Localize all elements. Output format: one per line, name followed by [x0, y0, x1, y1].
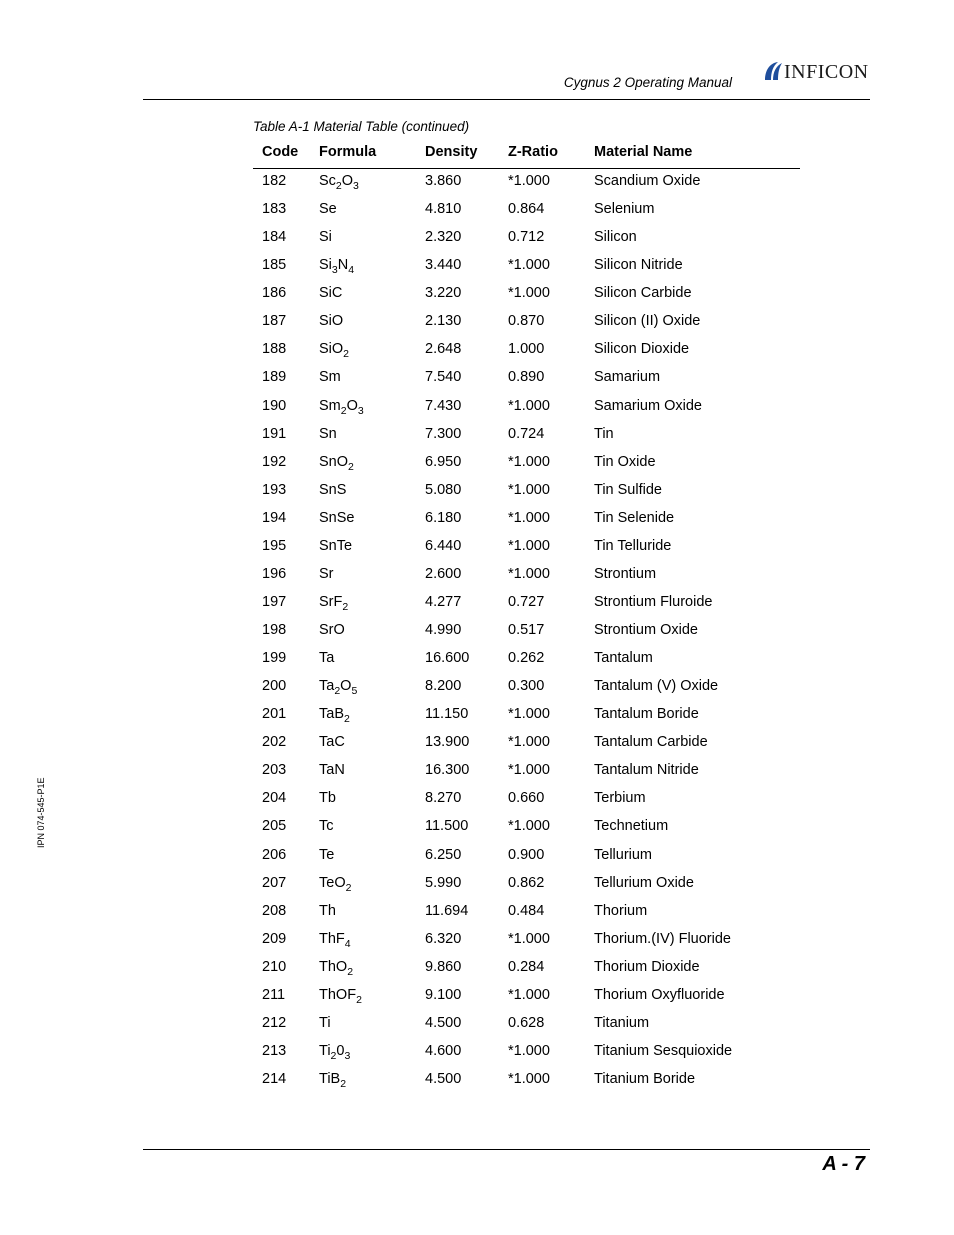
formula-part: Th [319, 902, 336, 919]
cell-code: 198 [262, 622, 287, 638]
cell-z-ratio: *1.000 [508, 481, 550, 498]
cell-code: 203 [262, 762, 287, 779]
table-row [253, 787, 800, 815]
cell-code: 182 [262, 173, 287, 189]
cell-z-ratio: *1.000 [508, 285, 550, 302]
cell-density: 5.990 [425, 874, 462, 891]
cell-z-ratio: *1.000 [508, 173, 550, 189]
cell-code: 214 [262, 1071, 287, 1087]
material-table-body [253, 170, 800, 1096]
cell-code: 191 [262, 425, 287, 442]
cell-density: 2.130 [425, 313, 462, 330]
cell-z-ratio: *1.000 [508, 509, 550, 526]
cell-code: 209 [262, 930, 287, 947]
cell-formula [319, 818, 334, 834]
cell-code: 206 [262, 846, 287, 863]
cell-material-name: Selenium [594, 201, 655, 218]
cell-z-ratio: 0.300 [508, 678, 545, 695]
cell-material-name: Silicon (II) Oxide [594, 313, 701, 330]
manual-title: Cygnus 2 Operating Manual [563, 75, 732, 90]
cell-formula [319, 173, 359, 192]
cell-material-name: Scandium Oxide [594, 173, 701, 189]
cell-code: 196 [262, 565, 287, 582]
formula-part: ThO [319, 958, 348, 975]
cell-z-ratio: 0.628 [508, 1014, 545, 1031]
footer-rule [143, 1149, 870, 1150]
cell-formula [319, 285, 342, 301]
formula-part: O [340, 678, 352, 695]
cell-code: 211 [262, 986, 286, 1003]
formula-part: Si [319, 257, 332, 274]
cell-code: 202 [262, 734, 287, 751]
cell-formula [319, 847, 334, 863]
cell-code: 213 [262, 1042, 287, 1059]
cell-code: 185 [262, 257, 287, 274]
cell-z-ratio: *1.000 [508, 762, 550, 779]
cell-z-ratio: 0.484 [508, 902, 545, 919]
cell-density: 8.200 [425, 678, 462, 695]
cell-formula [319, 874, 352, 894]
cell-density: 11.150 [425, 706, 469, 723]
cell-z-ratio: 0.864 [508, 201, 545, 218]
formula-part: 0 [336, 1042, 345, 1059]
formula-part: ThOF [319, 986, 357, 1003]
cell-density: 9.100 [425, 986, 462, 1003]
cell-z-ratio: 0.712 [508, 229, 545, 246]
cell-material-name: Thorium Dioxide [594, 958, 700, 975]
cell-density: 16.600 [425, 650, 470, 667]
formula-part: TeO [319, 874, 346, 891]
table-row [253, 844, 800, 872]
cell-code: 205 [262, 818, 287, 835]
cell-material-name: Silicon Nitride [594, 257, 683, 274]
cell-formula [319, 1042, 351, 1062]
cell-z-ratio: *1.000 [508, 537, 550, 554]
cell-code: 199 [262, 650, 287, 667]
formula-part: TaN [319, 762, 345, 779]
cell-density: 3.440 [425, 257, 462, 274]
cell-z-ratio: *1.000 [508, 1042, 550, 1059]
column-header-z-ratio: Z-Ratio [508, 144, 558, 160]
formula-part: SnTe [319, 537, 353, 554]
cell-code: 192 [262, 453, 287, 470]
cell-formula [319, 257, 355, 277]
cell-material-name: Tellurium [594, 846, 653, 863]
formula-subscript: 3 [357, 404, 364, 417]
formula-part: Ti [319, 1014, 331, 1031]
cell-formula [319, 622, 345, 638]
cell-z-ratio: 0.262 [508, 650, 545, 667]
column-header-density: Density [425, 144, 478, 160]
cell-formula [319, 538, 352, 554]
cell-z-ratio: *1.000 [508, 397, 550, 414]
formula-part: SiO [319, 341, 344, 358]
cell-density: 4.810 [425, 201, 462, 218]
cell-formula [319, 341, 350, 361]
table-row [253, 535, 800, 563]
formula-part: TaC [319, 734, 345, 751]
cell-code: 195 [262, 537, 287, 554]
cell-material-name: Tantalum (V) Oxide [594, 678, 719, 695]
cell-z-ratio: 0.890 [508, 369, 545, 386]
formula-part: TiB [319, 1071, 341, 1087]
formula-part: Sc [319, 173, 336, 189]
cell-material-name: Tin [594, 425, 614, 442]
cell-code: 200 [262, 678, 287, 695]
cell-code: 204 [262, 790, 287, 807]
formula-part: ThF [319, 930, 345, 947]
cell-code: 212 [262, 1014, 287, 1031]
table-row [253, 563, 800, 591]
cell-formula [319, 986, 362, 1006]
formula-subscript: 2 [342, 600, 349, 613]
cell-formula [319, 426, 337, 442]
formula-subscript: 2 [330, 1049, 337, 1062]
cell-z-ratio: 1.000 [508, 341, 545, 358]
formula-subscript: 2 [348, 460, 354, 473]
cell-code: 210 [262, 958, 287, 975]
cell-z-ratio: 0.870 [508, 313, 545, 330]
formula-subscript: 2 [340, 1078, 347, 1090]
cell-z-ratio: *1.000 [508, 930, 550, 947]
column-header-material-name: Material Name [594, 144, 693, 160]
formula-part: SrO [319, 622, 345, 638]
formula-part: Ta [319, 678, 335, 695]
table-row [253, 956, 800, 984]
cell-z-ratio: *1.000 [508, 734, 550, 751]
table-header-row [253, 143, 800, 169]
cell-material-name: Samarium Oxide [594, 397, 702, 414]
cell-density: 9.860 [425, 958, 462, 975]
cell-density: 6.320 [425, 930, 462, 947]
cell-code: 183 [262, 201, 287, 218]
formula-part: Sn [319, 425, 337, 442]
cell-formula [319, 1015, 331, 1031]
cell-material-name: Strontium Fluroide [594, 593, 713, 610]
formula-subscript: 2 [356, 993, 362, 1006]
table-row [253, 675, 800, 703]
table-row [253, 479, 800, 507]
cell-density: 7.540 [425, 369, 462, 386]
cell-material-name: Thorium.(IV) Fluoride [594, 930, 731, 947]
cell-formula [319, 678, 358, 698]
cell-formula [319, 510, 354, 526]
cell-density: 2.600 [425, 565, 462, 582]
formula-part: SnS [319, 481, 347, 498]
cell-code: 187 [262, 313, 287, 330]
cell-z-ratio: *1.000 [508, 986, 550, 1003]
cell-material-name: Titanium Boride [594, 1071, 696, 1087]
formula-subscript: 3 [331, 264, 338, 277]
table-row [253, 310, 800, 338]
cell-material-name: Strontium Oxide [594, 622, 698, 638]
cell-density: 3.860 [425, 173, 462, 189]
table-row [253, 1040, 800, 1068]
formula-part: Tc [319, 818, 334, 835]
formula-subscript: 5 [351, 685, 358, 698]
cell-formula [319, 706, 350, 726]
table-row [253, 872, 800, 900]
formula-subscript: 2 [344, 713, 350, 726]
cell-formula [319, 790, 336, 806]
table-row [253, 226, 800, 254]
formula-subscript: 2 [340, 404, 347, 417]
formula-part: SrF [319, 593, 343, 610]
cell-density: 13.900 [425, 734, 470, 751]
cell-formula [319, 903, 336, 919]
column-header-formula: Formula [319, 144, 377, 160]
cell-density: 4.990 [425, 622, 462, 638]
cell-material-name: Tin Telluride [594, 537, 672, 554]
table-row [253, 366, 800, 394]
cell-z-ratio: *1.000 [508, 818, 550, 835]
formula-part: TaB [319, 706, 344, 723]
cell-formula [319, 734, 345, 750]
cell-formula [319, 930, 351, 950]
cell-formula [319, 229, 332, 245]
formula-part: Sr [319, 565, 334, 582]
table-row [253, 815, 800, 843]
cell-z-ratio: 0.727 [508, 593, 545, 610]
cell-code: 188 [262, 341, 287, 358]
formula-part: SnSe [319, 509, 355, 526]
table-row [253, 928, 800, 956]
cell-density: 5.080 [425, 481, 462, 498]
table-row [253, 338, 800, 366]
cell-code: 193 [262, 481, 287, 498]
cell-z-ratio: 0.660 [508, 790, 545, 807]
cell-material-name: Titanium [594, 1014, 650, 1031]
table-row [253, 507, 800, 535]
cell-formula [319, 397, 364, 417]
cell-z-ratio: 0.724 [508, 425, 545, 442]
formula-subscript: 2 [345, 881, 352, 894]
table-row [253, 900, 800, 928]
cell-code: 201 [262, 706, 287, 723]
cell-density: 16.300 [425, 762, 470, 779]
table-row [253, 423, 800, 451]
cell-material-name: Technetium [594, 818, 669, 835]
table-row [253, 647, 800, 675]
cell-formula [319, 566, 334, 582]
cell-material-name: Strontium [594, 565, 657, 582]
cell-formula [319, 453, 354, 473]
formula-part: SnO [319, 453, 349, 470]
formula-subscript: 2 [343, 348, 350, 361]
column-header-code: Code [262, 144, 299, 160]
cell-density: 6.950 [425, 453, 462, 470]
cell-density: 2.648 [425, 341, 462, 358]
formula-subscript: 4 [348, 264, 355, 277]
cell-z-ratio: *1.000 [508, 565, 550, 582]
formula-part: N [337, 257, 349, 274]
cell-z-ratio: *1.000 [508, 1071, 550, 1087]
formula-part: Te [319, 846, 335, 863]
ipn-code: IPN 074-545-P1E [36, 777, 46, 848]
formula-subscript: 3 [353, 180, 359, 192]
table-row [253, 198, 800, 226]
cell-material-name: Tantalum Boride [594, 706, 699, 723]
table-row [253, 731, 800, 759]
table-row [253, 395, 800, 423]
cell-material-name: Samarium [594, 369, 661, 386]
cell-formula [319, 762, 345, 778]
cell-density: 4.277 [425, 593, 462, 610]
cell-material-name: Tantalum [594, 650, 653, 667]
cell-density: 4.500 [425, 1014, 462, 1031]
formula-part: Ta [319, 650, 335, 667]
cell-code: 197 [262, 593, 287, 610]
cell-material-name: Silicon Carbide [594, 285, 692, 302]
cell-density: 7.300 [425, 425, 462, 442]
cell-density: 8.270 [425, 790, 462, 807]
table-caption: Table A-1 Material Table (continued) [253, 119, 470, 134]
formula-part: Si [319, 229, 332, 246]
cell-material-name: Tin Sulfide [594, 481, 662, 498]
formula-part: Tb [319, 790, 336, 807]
cell-material-name: Tellurium Oxide [594, 874, 694, 891]
cell-material-name: Thorium Oxyfluoride [594, 986, 725, 1003]
cell-formula [319, 201, 337, 217]
cell-formula [319, 313, 343, 329]
cell-z-ratio: 0.900 [508, 846, 545, 863]
cell-formula [319, 1071, 347, 1090]
cell-material-name: Tantalum Nitride [594, 762, 699, 779]
table-row [253, 451, 800, 479]
cell-code: 189 [262, 369, 287, 386]
inficon-logo [762, 60, 872, 84]
table-row [253, 984, 800, 1012]
cell-material-name: Silicon [594, 229, 637, 246]
cell-density: 6.440 [425, 537, 462, 554]
cell-code: 190 [262, 397, 287, 414]
cell-code: 194 [262, 509, 287, 526]
cell-density: 2.320 [425, 229, 462, 246]
cell-material-name: Thorium [594, 902, 648, 919]
table-row [253, 170, 800, 198]
cell-z-ratio: *1.000 [508, 453, 550, 470]
formula-part: SiO [319, 313, 344, 330]
cell-code: 184 [262, 229, 287, 246]
formula-part: Se [319, 201, 337, 218]
cell-z-ratio: 0.517 [508, 622, 545, 638]
table-row [253, 759, 800, 787]
inficon-logo-mark-icon [762, 60, 784, 84]
cell-formula [319, 593, 349, 613]
cell-code: 186 [262, 285, 287, 302]
cell-formula [319, 958, 354, 978]
table-row [253, 282, 800, 310]
cell-z-ratio: 0.862 [508, 874, 545, 891]
header-rule [143, 99, 870, 100]
table-row [253, 254, 800, 282]
formula-subscript: 4 [344, 937, 351, 950]
formula-part: Sm [319, 397, 341, 414]
table-row [253, 591, 800, 619]
cell-material-name: Tin Selenide [594, 509, 675, 526]
formula-subscript: 2 [335, 180, 342, 192]
formula-part: O [346, 397, 358, 414]
cell-material-name: Tantalum Carbide [594, 734, 708, 751]
table-row [253, 703, 800, 731]
cell-material-name: Terbium [594, 790, 646, 807]
cell-density: 3.220 [425, 285, 462, 302]
cell-density: 4.500 [425, 1071, 462, 1087]
cell-formula [319, 482, 346, 498]
formula-subscript: 2 [347, 965, 354, 978]
cell-code: 207 [262, 874, 287, 891]
formula-part: Ti [319, 1042, 331, 1059]
cell-density: 6.250 [425, 846, 462, 863]
cell-material-name: Titanium Sesquioxide [594, 1042, 733, 1059]
logo-text: INFICON [784, 61, 869, 83]
cell-density: 7.430 [425, 397, 462, 414]
table-row [253, 619, 800, 647]
formula-part: SiC [319, 285, 343, 302]
formula-part: Sm [319, 369, 341, 386]
table-row [253, 1068, 800, 1096]
cell-z-ratio: 0.284 [508, 958, 545, 975]
formula-subscript: 3 [344, 1049, 351, 1062]
cell-formula [319, 650, 334, 666]
cell-material-name: Tin Oxide [594, 453, 656, 470]
formula-part: O [341, 173, 354, 189]
cell-formula [319, 369, 341, 385]
cell-z-ratio: *1.000 [508, 706, 550, 723]
table-row [253, 1012, 800, 1040]
page-number: A - 7 [822, 1153, 865, 1175]
cell-density: 11.694 [425, 902, 469, 919]
cell-code: 208 [262, 902, 287, 919]
cell-density: 6.180 [425, 509, 462, 526]
formula-subscript: 2 [334, 685, 341, 698]
cell-material-name: Silicon Dioxide [594, 341, 690, 358]
cell-density: 11.500 [425, 818, 469, 835]
cell-density: 4.600 [425, 1042, 462, 1059]
cell-z-ratio: *1.000 [508, 257, 550, 274]
